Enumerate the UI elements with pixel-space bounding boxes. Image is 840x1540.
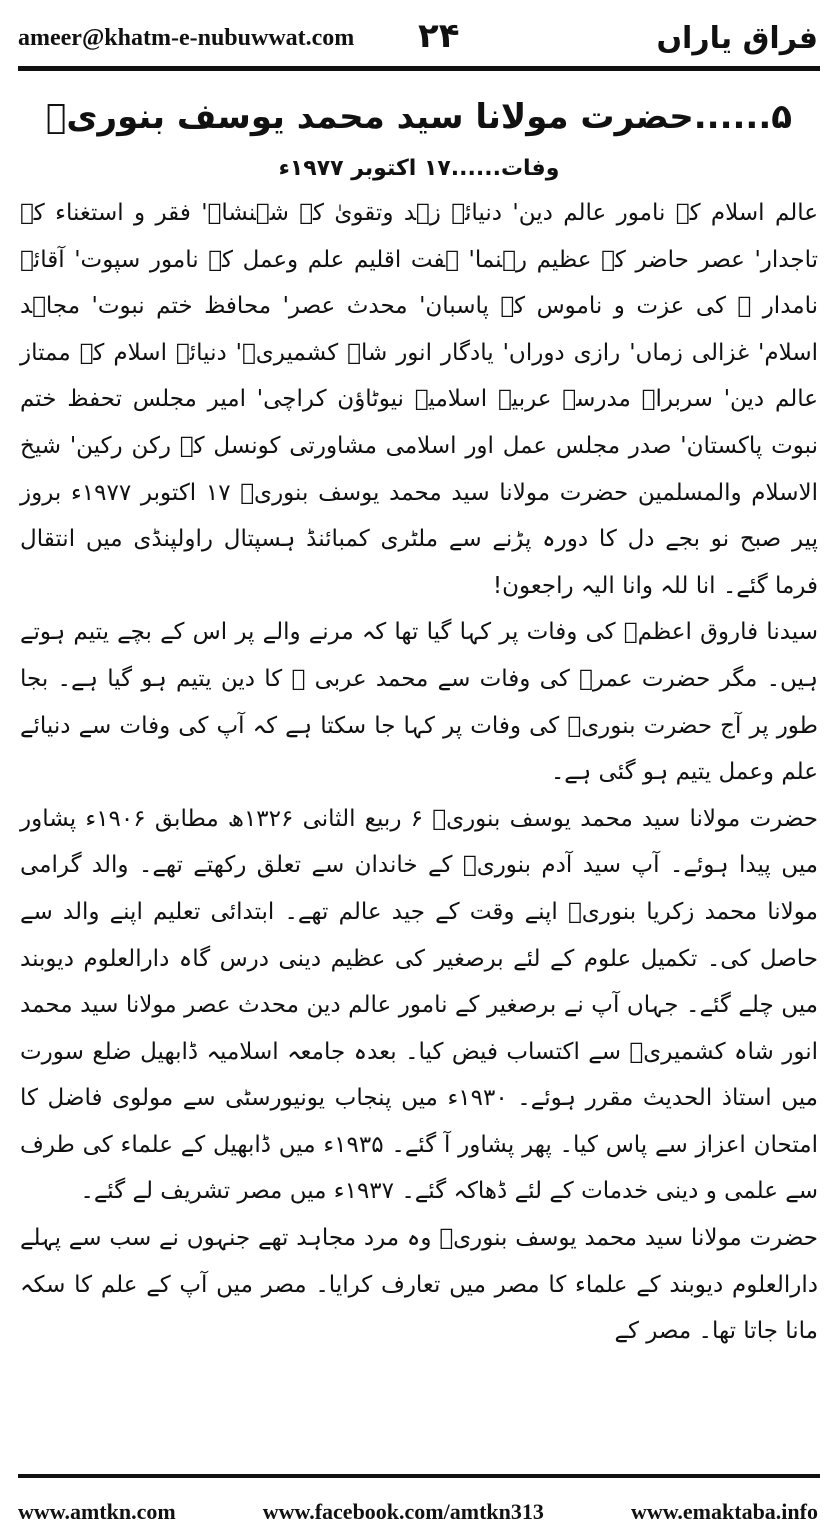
page-header (18, 16, 818, 60)
header-email[interactable]: ameer@khatm-e-nubuwwat.com (18, 24, 355, 51)
page-footer (18, 1494, 818, 1530)
death-date-subtitle: وفات......۱۷ اکتوبر ۱۹۷۷ء (278, 156, 560, 181)
article-body (20, 84, 818, 1355)
article-title: ۵......حضرت مولانا سید محمد یوسف بنوریؒ (45, 97, 793, 137)
header-divider (18, 66, 820, 71)
page-number: ۲۴ (418, 16, 460, 56)
paragraph-intro: عالم اسلام کے نامور عالم دین' دنیائے زہد وتقویٰ کے شہنشاہ' فقر و استغناء کے تاجدار' عصر حاضر کے عظیم رہنما' ہفت اقلیم علم وعمل کے نامور سپوت' آقائے نامدار ﷺ کی عزت و ناموس کے پاسبان' محدث عصر' محافظ ختم نبوت' مجاہد اسلام' غزالی زماں' رازی دوراں' یادگار انور شاہ کشمیریؒ' دنیائے اسلام کے ممتاز عالم دین' سربراہ مدرسہ عربیہ اسلامیہ نیوٹاؤن کراچی' امیر مجلس تحفظ ختم نبوت پاکستان' صدر مجلس عمل اور اسلامی مشاورتی کونسل کے رکن رکین' شیخ الاسلام والمسلمین حضرت مولانا سید محمد یوسف بنوریؒ ۱۷ اکتوبر ۱۹۷۷ء بروز پیر صبح نو بجے دل کا دورہ پڑنے سے ملٹری کمبائنڈ ہسپتال راولپنڈی میں انتقال فرما گئے۔ انا للہ وانا الیہ راجعون! (20, 200, 818, 599)
paragraph-egypt: حضرت مولانا سید محمد یوسف بنوریؒ وہ مرد مجاہد تھے جنہوں نے سب سے پہلے دارالعلوم دیوبند کے علماء کا مصر میں تعارف کرایا۔ مصر میں آپ کے علم کا سکہ مانا جاتا تھا۔ مصر کے (20, 1225, 818, 1345)
book-title: فراق یاراں (656, 20, 818, 56)
footer-link-emaktaba[interactable]: www.emaktaba.info (630, 1499, 818, 1524)
paragraph-biography: حضرت مولانا سید محمد یوسف بنوریؒ ۶ ربیع الثانی ۱۳۲۶ھ مطابق ۱۹۰۶ء پشاور میں پیدا ہوئے۔ آپ سید آدم بنوریؒ کے خاندان سے تعلق رکھتے تھے۔ والد گرامی مولانا محمد زکریا بنوریؒ اپنے وقت کے جید عالم تھے۔ ابتدائی تعلیم اپنے والد سے حاصل کی۔ تکمیل علوم کے لئے برصغیر کی عظیم دینی درس گاہ دارالعلوم دیوبند میں چلے گئے۔ جہاں آپ نے برصغیر کے نامور عالم دین محدث عصر مولانا سید محمد انور شاہ کشمیریؒ سے اکتساب فیض کیا۔ بعدہ جامعہ اسلامیہ ڈابھیل ضلع سورت میں استاذ الحدیث مقرر ہوئے۔ ۱۹۳۰ء میں پنجاب یونیورسٹی سے مولوی فاضل کا امتحان اعزاز سے پاس کیا۔ پھر پشاور آ گئے۔ ۱۹۳۵ء میں ڈابھیل کے علماء کی طرف سے علمی و دینی خدمات کے لئے ڈھاکہ گئے۔ ۱۹۳۷ء میں مصر تشریف لے گئے۔ (20, 805, 818, 1205)
paragraph-orphan-saying: سیدنا فاروق اعظمؓ کی وفات پر کہا گیا تھا کہ مرنے والے پر اس کے بچے یتیم ہوتے ہیں۔ مگر حضرت عمرؓ کی وفات سے محمد عربی ﷺ کا دین یتیم ہو گیا ہے۔ بجا طور پر آج حضرت بنوریؒ کی وفات پر کہا جا سکتا ہے کہ آپ کی وفات سے دنیائے علم وعمل یتیم ہو گئی ہے۔ (20, 619, 818, 786)
footer-link-amtkn[interactable]: www.amtkn.com (18, 1499, 176, 1524)
footer-link-facebook[interactable]: www.facebook.com/amtkn313 (262, 1499, 544, 1524)
footer-divider (18, 1474, 820, 1478)
